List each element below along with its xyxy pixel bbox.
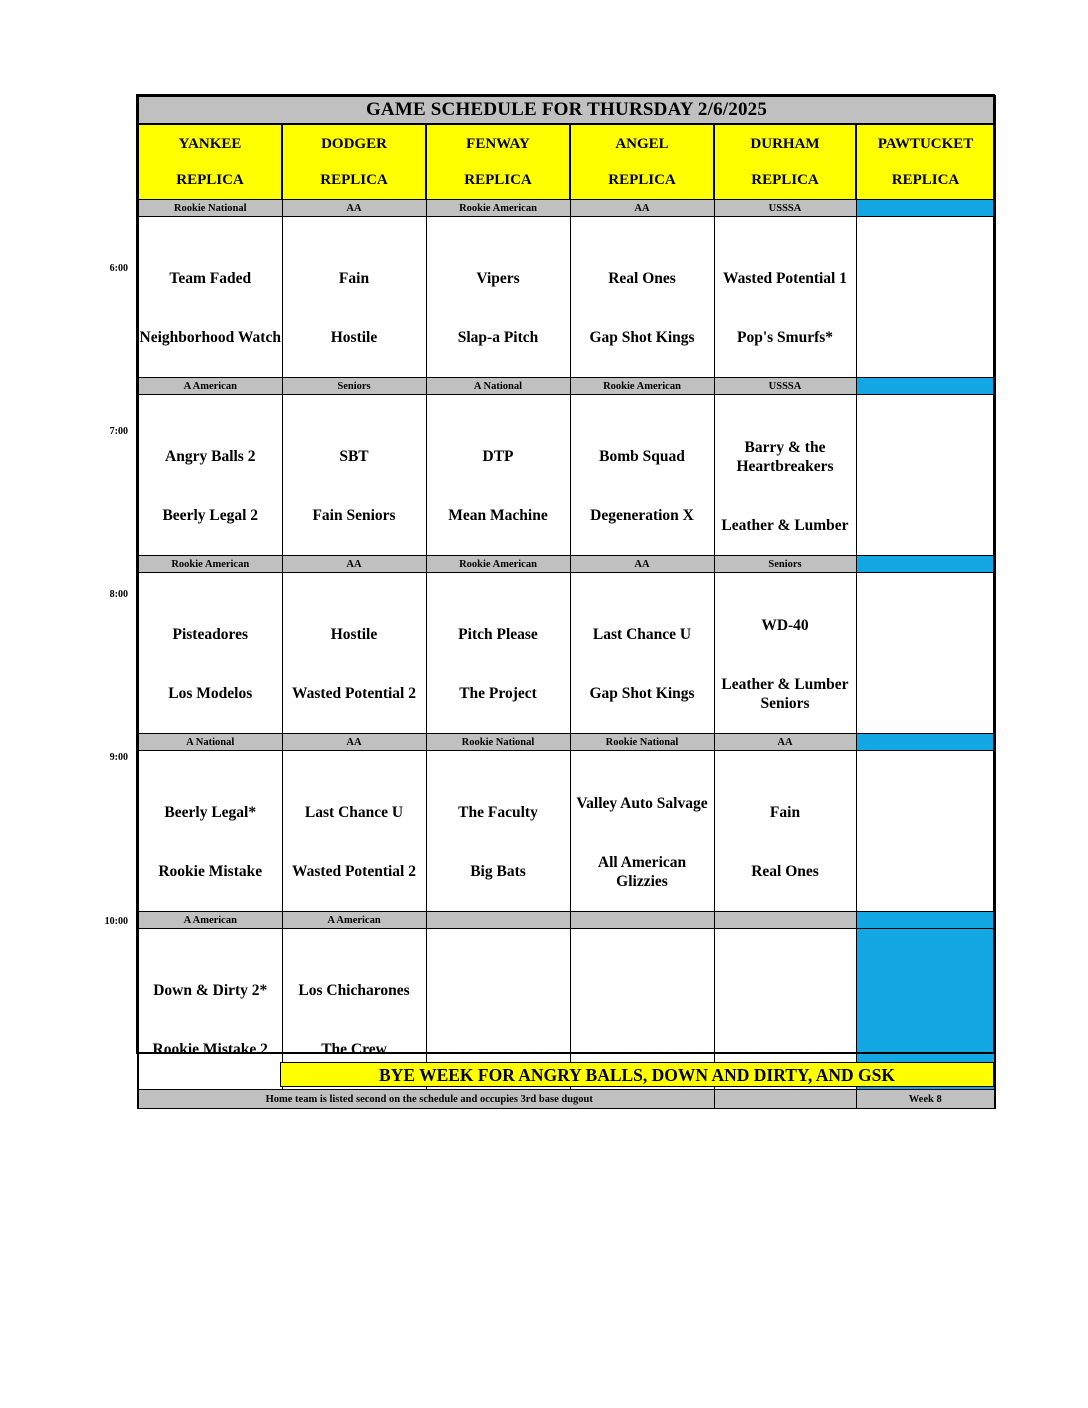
league-label-open [856, 200, 995, 217]
game-cell [138, 751, 282, 912]
away-team: Team Faded [169, 270, 252, 287]
field-header-row [138, 124, 995, 200]
league-label: Rookie American [426, 556, 570, 573]
league-band-row-800 [138, 556, 995, 573]
league-label: Rookie American [138, 556, 282, 573]
game-cell [570, 751, 714, 912]
league-label-empty [570, 912, 714, 929]
league-label: Seniors [282, 378, 426, 395]
field-name-line2: REPLICA [608, 172, 676, 188]
league-label: AA [570, 556, 714, 573]
league-label: USSSA [714, 200, 856, 217]
game-row-700 [138, 395, 995, 556]
footer-row [138, 1090, 995, 1109]
field-header-pawtucket [856, 124, 995, 200]
league-label-empty [714, 912, 856, 929]
league-label: A American [138, 378, 282, 395]
league-band-row-1000 [138, 912, 995, 929]
league-label: Rookie National [138, 200, 282, 217]
home-team: Neighborhood Watch [139, 329, 281, 346]
bye-week-banner: BYE WEEK FOR ANGRY BALLS, DOWN AND DIRTY, AND GSK [280, 1062, 994, 1087]
field-name-line1: YANKEE [178, 136, 242, 152]
schedule-table [137, 95, 996, 1109]
league-label-empty [426, 912, 570, 929]
away-team: Down & Dirty 2* [153, 982, 268, 999]
game-cell [282, 573, 426, 734]
schedule-sheet [137, 95, 994, 1109]
game-cell-empty [856, 751, 995, 912]
time-label-900: 9:00 [109, 752, 128, 763]
home-team: All American Glizzies [597, 853, 687, 890]
away-team: Barry & the Heartbreakers [736, 438, 834, 475]
game-cell [570, 573, 714, 734]
time-label-1000: 10:00 [104, 916, 128, 927]
home-team: The Crew [321, 1041, 387, 1058]
league-label: AA [282, 556, 426, 573]
home-team: Slap-a Pitch [457, 329, 539, 346]
league-label: A American [282, 912, 426, 929]
away-team: Los Chicharones [298, 982, 410, 999]
league-band-row-700 [138, 378, 995, 395]
game-cell [714, 217, 856, 378]
game-cell [570, 395, 714, 556]
game-cell-empty [856, 395, 995, 556]
footer-spacer [714, 1090, 856, 1109]
game-cell [714, 751, 856, 912]
league-label: A National [138, 734, 282, 751]
game-cell [282, 395, 426, 556]
league-label: USSSA [714, 378, 856, 395]
league-label: AA [570, 200, 714, 217]
home-team: Rookie Mistake [158, 863, 263, 880]
home-team: Pop's Smurfs* [736, 329, 834, 346]
league-label: Rookie National [570, 734, 714, 751]
away-team: Pitch Please [458, 626, 538, 643]
home-team: Los Modelos [168, 685, 253, 702]
away-team: Last Chance U [304, 804, 404, 821]
field-header-angel [570, 124, 714, 200]
game-cell [138, 217, 282, 378]
away-team: Bomb Squad [599, 448, 685, 465]
home-team: Big Bats [470, 863, 526, 880]
home-team: Rookie Mistake 2 [152, 1041, 268, 1058]
time-label-800: 8:00 [109, 589, 128, 600]
page-title: GAME SCHEDULE FOR THURSDAY 2/6/2025 [138, 96, 995, 124]
away-team: Pisteadores [172, 626, 248, 643]
home-team: Real Ones [751, 863, 819, 880]
game-cell [282, 217, 426, 378]
game-cell-empty [856, 217, 995, 378]
field-name-line1: PAWTUCKET [877, 136, 974, 152]
field-name-line2: REPLICA [751, 172, 819, 188]
away-team: Last Chance U [592, 626, 692, 643]
home-team: Hostile [330, 329, 378, 346]
league-label: Rookie American [570, 378, 714, 395]
home-team: Leather & Lumber Seniors [721, 675, 849, 712]
home-team: Gap Shot Kings [589, 685, 695, 702]
away-team: Fain [769, 804, 801, 821]
league-label-open [856, 556, 995, 573]
away-team: Wasted Potential 1 [723, 270, 847, 287]
time-label-700: 7:00 [109, 426, 128, 437]
game-cell [426, 751, 570, 912]
game-cell [426, 217, 570, 378]
game-row-800 [138, 573, 995, 734]
field-name-line1: ANGEL [615, 136, 669, 152]
game-cell [138, 573, 282, 734]
field-name-line2: REPLICA [320, 172, 388, 188]
game-cell [714, 573, 856, 734]
home-team: Wasted Potential 2 [292, 863, 416, 880]
league-label: A American [138, 912, 282, 929]
home-team: Beerly Legal 2 [162, 507, 259, 524]
game-cell [138, 929, 282, 1090]
game-cell [426, 573, 570, 734]
league-label-open [856, 378, 995, 395]
away-team: SBT [339, 448, 369, 465]
away-team: Angry Balls 2 [165, 448, 256, 465]
league-label: Rookie American [426, 200, 570, 217]
field-name-line1: FENWAY [466, 136, 530, 152]
home-team: Leather & Lumber [721, 516, 849, 534]
field-header-durham [714, 124, 856, 200]
home-team: Mean Machine [448, 507, 548, 524]
away-team: WD-40 [761, 616, 809, 634]
league-label: Rookie National [426, 734, 570, 751]
game-row-900 [138, 751, 995, 912]
league-band-row-900 [138, 734, 995, 751]
home-team: The Project [459, 685, 537, 702]
field-name-line2: REPLICA [176, 172, 244, 188]
game-cell [714, 395, 856, 556]
away-team: Real Ones [608, 270, 676, 287]
away-team: Vipers [476, 270, 520, 287]
field-name-line1: DODGER [321, 136, 387, 152]
field-name-line2: REPLICA [464, 172, 532, 188]
footer-week: Week 8 [856, 1090, 995, 1109]
league-label: A National [426, 378, 570, 395]
league-label: AA [282, 200, 426, 217]
field-name-line2: REPLICA [891, 172, 960, 188]
away-team: DTP [482, 448, 514, 465]
home-team: Wasted Potential 2 [292, 685, 416, 702]
time-label-600: 6:00 [109, 263, 128, 274]
away-team: Valley Auto Salvage [576, 794, 708, 812]
home-team: Gap Shot Kings [589, 329, 695, 346]
league-label-open [856, 912, 995, 929]
home-team: Fain Seniors [312, 507, 396, 524]
field-header-fenway [426, 124, 570, 200]
game-cell-empty [856, 573, 995, 734]
league-label-open [856, 734, 995, 751]
away-team: Fain [338, 270, 370, 287]
league-label: Seniors [714, 556, 856, 573]
away-team: Beerly Legal* [164, 804, 257, 821]
away-team: The Faculty [458, 804, 538, 821]
field-name-line1: DURHAM [750, 136, 820, 152]
league-band-row-600 [138, 200, 995, 217]
game-cell [138, 395, 282, 556]
game-row-600 [138, 217, 995, 378]
footer-note: Home team is listed second on the schedule and occupies 3rd base dugout [138, 1090, 714, 1109]
game-cell [426, 395, 570, 556]
field-header-dodger [282, 124, 426, 200]
league-label: AA [714, 734, 856, 751]
game-cell [282, 751, 426, 912]
away-team: Hostile [330, 626, 378, 643]
home-team: Degeneration X [590, 507, 694, 524]
league-label: AA [282, 734, 426, 751]
game-cell [570, 217, 714, 378]
field-header-yankee [138, 124, 282, 200]
title-row [138, 96, 995, 124]
